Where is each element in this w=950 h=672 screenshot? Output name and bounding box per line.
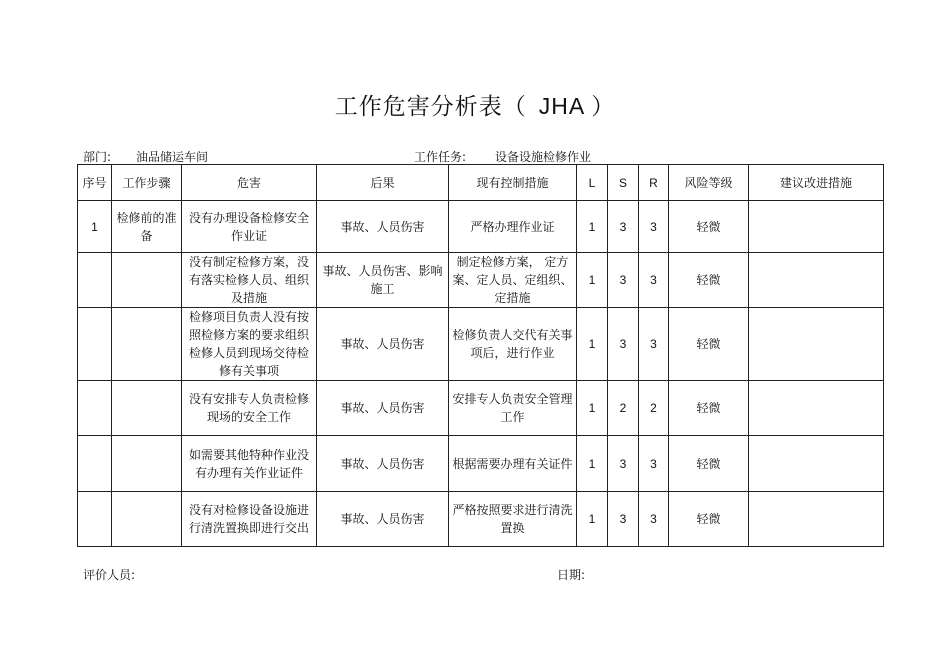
cell-hazard: 没有安排专人负责检修现场的安全工作 xyxy=(182,381,317,436)
evaluator-label: 评价人员: xyxy=(83,568,136,582)
cell-level: 轻微 xyxy=(669,308,749,381)
header-cell: L xyxy=(577,165,608,201)
task-value: 设备设施检修作业 xyxy=(495,150,592,164)
cell-consequence: 事故、人员伤害、影响施工 xyxy=(317,253,449,308)
cell-hazard: 没有对检修设备设施进行清洗置换即进行交出 xyxy=(182,492,317,547)
cell-step xyxy=(112,492,182,547)
cell-suggest xyxy=(749,201,884,253)
header-cell: R xyxy=(639,165,669,201)
cell-s: 3 xyxy=(608,492,639,547)
cell-level: 轻微 xyxy=(669,436,749,492)
document-title xyxy=(0,88,950,121)
table-row xyxy=(78,381,884,436)
cell-suggest xyxy=(749,308,884,381)
cell-s: 3 xyxy=(608,253,639,308)
cell-no xyxy=(78,492,112,547)
cell-hazard: 检修项目负责人没有按照检修方案的要求组织检修人员到现场交待检修有关事项 xyxy=(182,308,317,381)
cell-control: 根据需要办理有关证件 xyxy=(449,436,577,492)
cell-control: 检修负责人交代有关事项后，进行作业 xyxy=(449,308,577,381)
header-cell: 序号 xyxy=(78,165,112,201)
cell-s: 3 xyxy=(608,308,639,381)
cell-control: 制定检修方案， 定方案、定人员、定组织、定措施 xyxy=(449,253,577,308)
cell-level: 轻微 xyxy=(669,381,749,436)
cell-l: 1 xyxy=(577,436,608,492)
cell-suggest xyxy=(749,492,884,547)
cell-l: 1 xyxy=(577,381,608,436)
table-row xyxy=(78,436,884,492)
cell-r: 3 xyxy=(639,308,669,381)
cell-s: 3 xyxy=(608,436,639,492)
cell-hazard: 没有办理设备检修安全作业证 xyxy=(182,201,317,253)
cell-step xyxy=(112,381,182,436)
header-cell: 危害 xyxy=(182,165,317,201)
cell-r: 3 xyxy=(639,253,669,308)
header-cell: 建议改进措施 xyxy=(749,165,884,201)
cell-no: 1 xyxy=(78,201,112,253)
cell-control: 严格办理作业证 xyxy=(449,201,577,253)
cell-suggest xyxy=(749,436,884,492)
task-label: 工作任务: xyxy=(414,150,467,164)
department-label: 部门: xyxy=(83,150,112,164)
title-chinese: 工作危害分析表（ xyxy=(334,94,527,120)
cell-l: 1 xyxy=(577,253,608,308)
table-row xyxy=(78,201,884,253)
cell-consequence: 事故、人员伤害 xyxy=(317,201,449,253)
title-close: ） xyxy=(591,94,616,120)
cell-level: 轻微 xyxy=(669,253,749,308)
cell-consequence: 事故、人员伤害 xyxy=(317,308,449,381)
header-cell: 现有控制措施 xyxy=(449,165,577,201)
header-cell: 后果 xyxy=(317,165,449,201)
cell-s: 2 xyxy=(608,381,639,436)
table-row xyxy=(78,492,884,547)
cell-suggest xyxy=(749,253,884,308)
cell-control: 严格按照要求进行清洗置换 xyxy=(449,492,577,547)
cell-step xyxy=(112,253,182,308)
cell-consequence: 事故、人员伤害 xyxy=(317,492,449,547)
cell-r: 3 xyxy=(639,436,669,492)
cell-control: 安排专人负责安全管理工作 xyxy=(449,381,577,436)
table-row xyxy=(78,253,884,308)
hazard-analysis-table xyxy=(77,164,884,547)
cell-level: 轻微 xyxy=(669,201,749,253)
header-cell: 工作步骤 xyxy=(112,165,182,201)
cell-no xyxy=(78,253,112,308)
cell-hazard: 没有制定检修方案，没有落实检修人员、组织及措施 xyxy=(182,253,317,308)
cell-hazard: 如需要其他特种作业没有办理有关作业证件 xyxy=(182,436,317,492)
cell-r: 3 xyxy=(639,201,669,253)
department-value: 油品储运车间 xyxy=(136,150,209,164)
cell-l: 1 xyxy=(577,492,608,547)
cell-consequence: 事故、人员伤害 xyxy=(317,381,449,436)
cell-step: 检修前的准备 xyxy=(112,201,182,253)
cell-level: 轻微 xyxy=(669,492,749,547)
cell-consequence: 事故、人员伤害 xyxy=(317,436,449,492)
table-header-row xyxy=(78,165,884,201)
header-cell: 风险等级 xyxy=(669,165,749,201)
cell-no xyxy=(78,381,112,436)
cell-suggest xyxy=(749,381,884,436)
header-cell: S xyxy=(608,165,639,201)
cell-s: 3 xyxy=(608,201,639,253)
cell-r: 3 xyxy=(639,492,669,547)
cell-r: 2 xyxy=(639,381,669,436)
title-abbrev: JHA xyxy=(538,93,586,119)
cell-no xyxy=(78,436,112,492)
cell-l: 1 xyxy=(577,308,608,381)
cell-step xyxy=(112,436,182,492)
cell-step xyxy=(112,308,182,381)
table-row xyxy=(78,308,884,381)
date-label: 日期: xyxy=(557,568,586,582)
cell-l: 1 xyxy=(577,201,608,253)
cell-no xyxy=(78,308,112,381)
